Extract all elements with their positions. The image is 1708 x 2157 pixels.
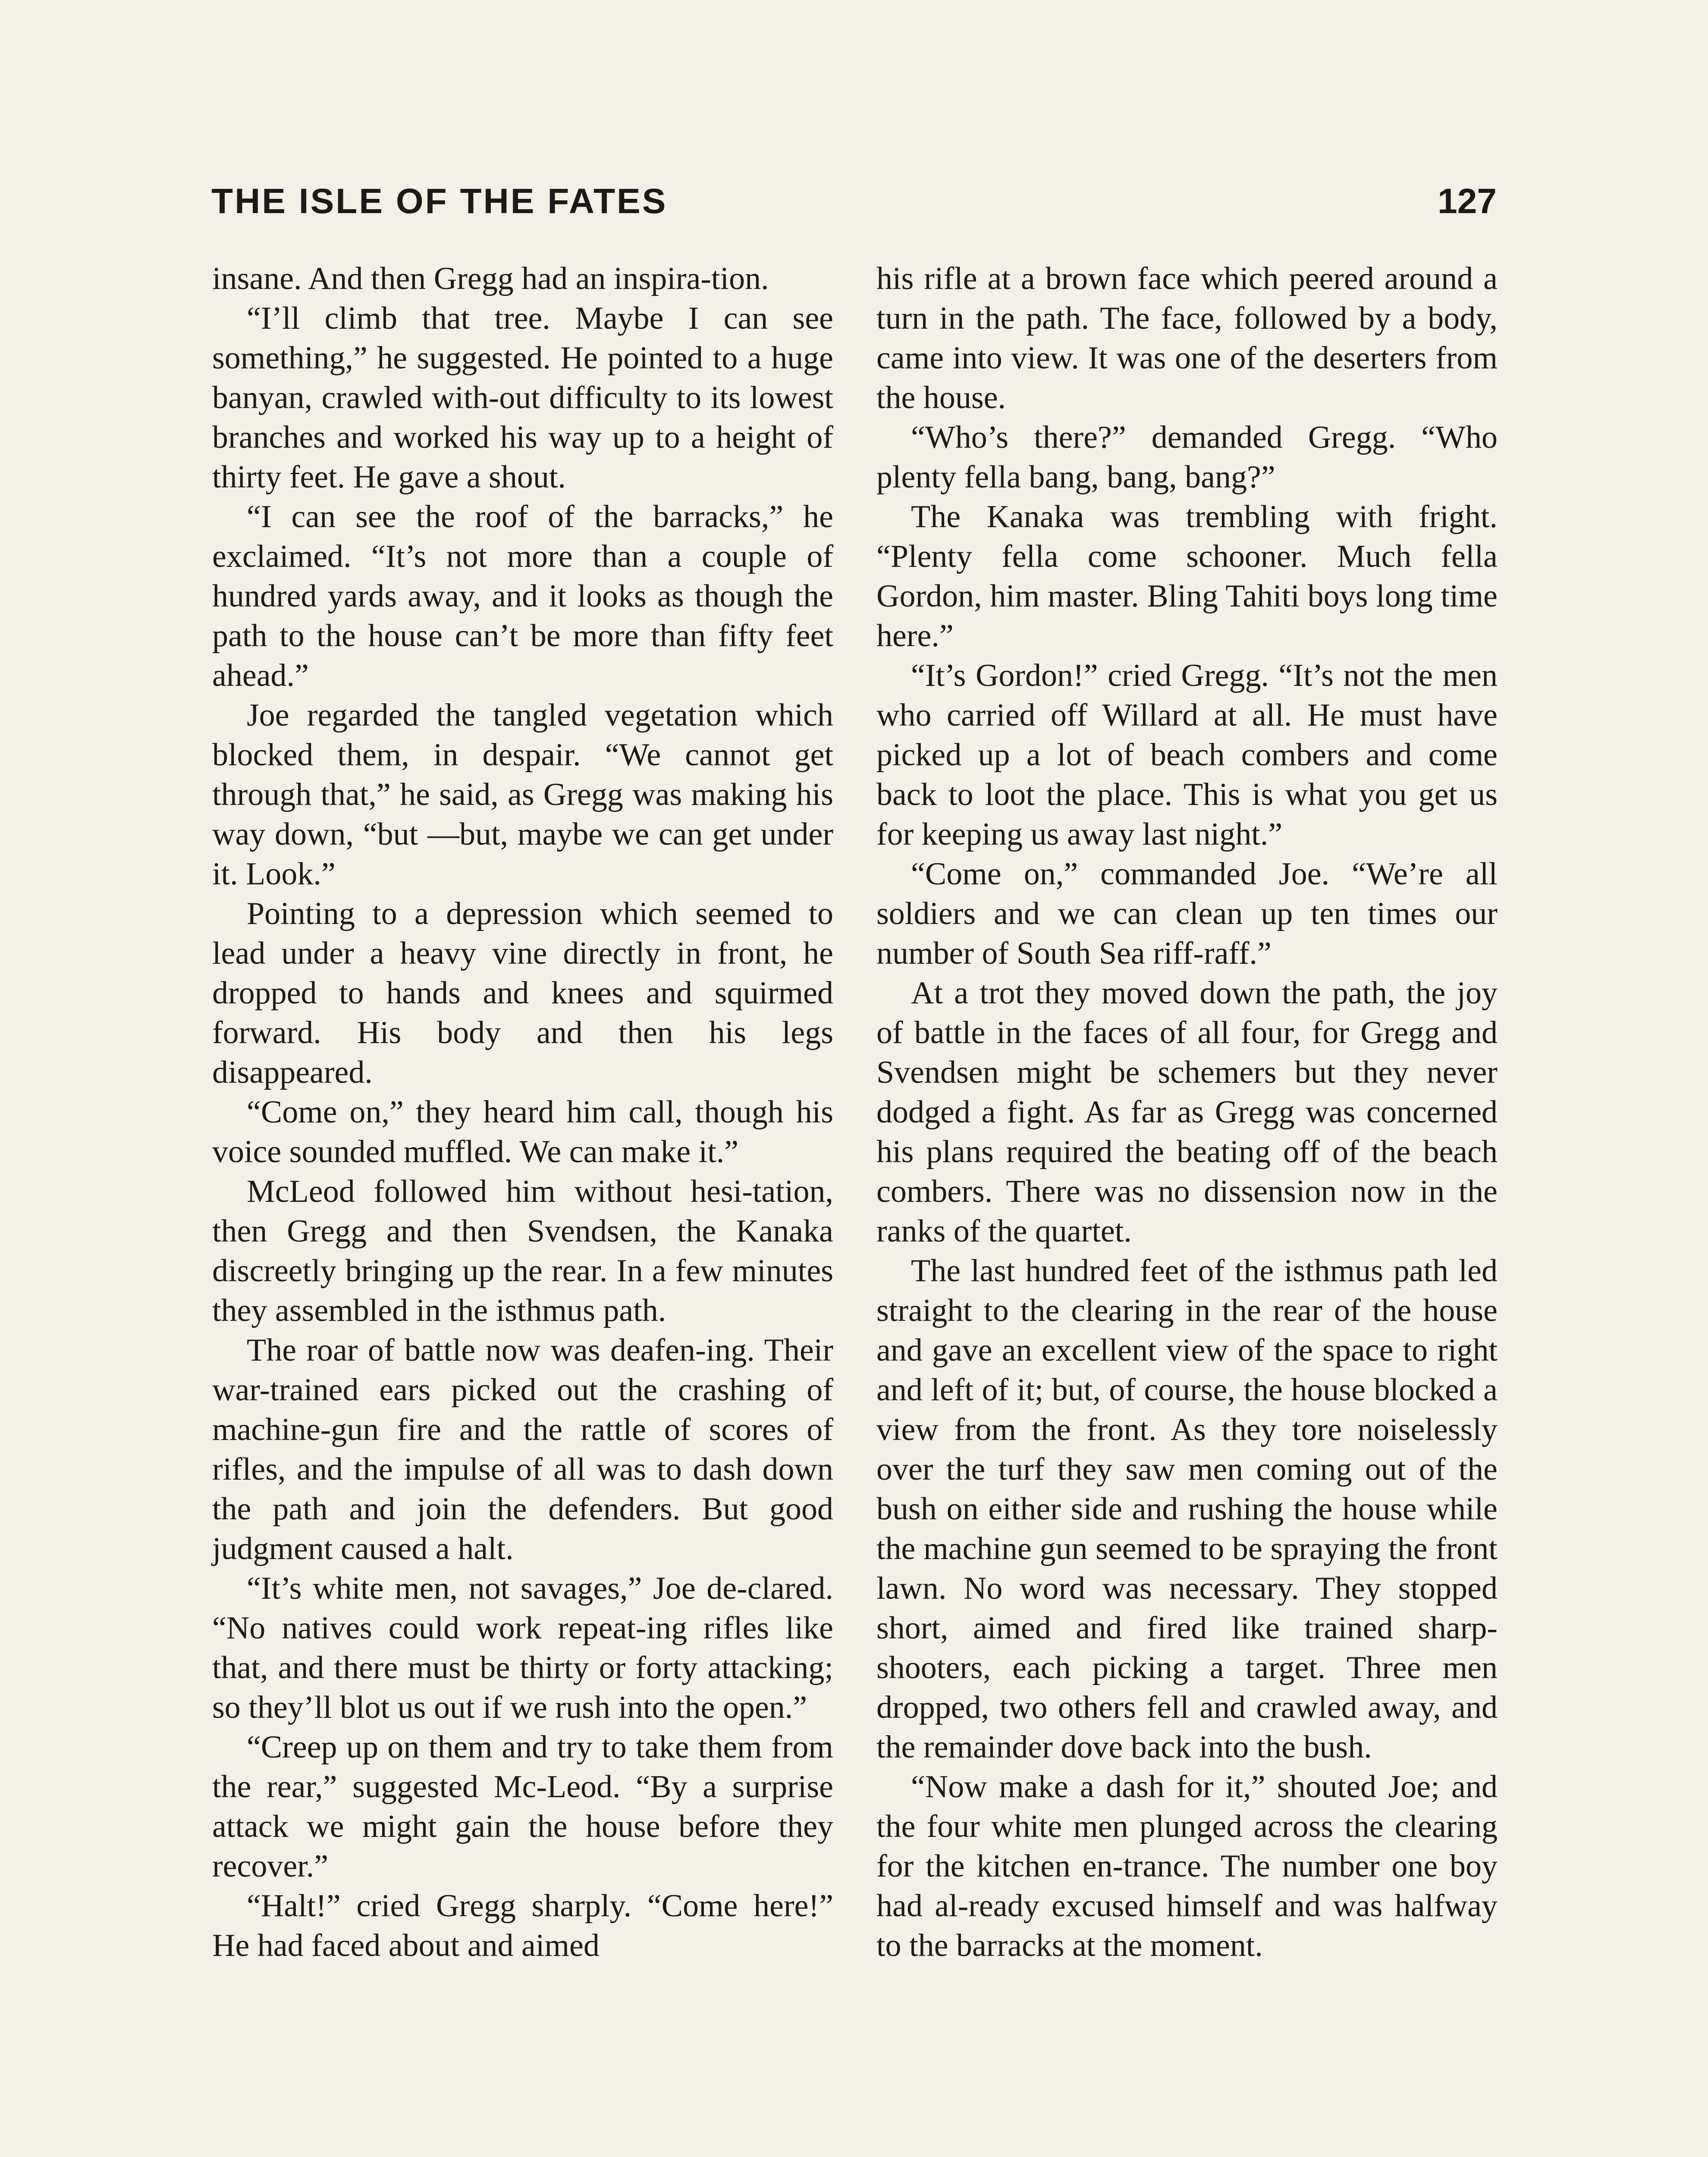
paragraph: “Who’s there?” demanded Gregg. “Who plenty fella bang, bang, bang?” (876, 420, 1498, 495)
paragraph: The roar of battle now was deafen-ing. Their war-trained ears picked out the crashing of machine-gun fire and the rattle of scores of rifles, and the impulse of all was to dash down the path and join the defenders. But good judgment caused a halt. (212, 1333, 833, 1566)
paragraph: The last hundred feet of the isthmus path led straight to the clearing in the rear of the house and gave an excellent view of the space to right and left of it; but, of course, the house blocked a view from the front. As they tore noiselessly over the turf they saw men coming out of the bush on either side and rushing the house while the machine gun seemed to be spraying the front lawn. No word was necessary. They stopped short, aimed and fired like trained sharp-shooters, each picking a target. Three men dropped, two others fell and crawled away, and the remainder dove back into the bush. (876, 1253, 1498, 1765)
paragraph: “I can see the roof of the barracks,” he exclaimed. “It’s not more than a couple of hundred yards away, and it looks as though the path to the house can’t be more than fifty feet ahead.” (212, 499, 833, 693)
paragraph: “Now make a dash for it,” shouted Joe; and the four white men plunged across the clearing for the kitchen en-trance. The number one boy had al-ready excused himself and was halfway to the barracks at the moment. (876, 1769, 1498, 1963)
paragraph: insane. And then Gregg had an inspira-tion. (212, 261, 769, 296)
page-number: 127 (1438, 182, 1497, 221)
left-column (212, 259, 833, 1965)
paragraph: “It’s Gordon!” cried Gregg. “It’s not the men who carried off Willard at all. He must have picked up a lot of beach combers and come back to loot the place. This is what you get us for keeping us away last night.” (876, 658, 1498, 852)
paragraph: At a trot they moved down the path, the joy of battle in the faces of all four, for Gregg and Svendsen might be schemers but they never dodged a fight. As far as Gregg was concerned his plans required the beating off of the beach combers. There was no dissension now in the ranks of the quartet. (876, 975, 1498, 1249)
paragraph: “I’ll climb that tree. Maybe I can see something,” he suggested. He pointed to a huge banyan, crawled with-out difficulty to its lowest branches and worked his way up to a height of thirty feet. He gave a shout. (212, 301, 833, 495)
running-title: THE ISLE OF THE FATES (211, 182, 668, 221)
paragraph: “Come on,” they heard him call, though his voice sounded muffled. We can make it.” (212, 1094, 833, 1170)
paragraph: “It’s white men, not savages,” Joe de-clared. “No natives could work repeat-ing rifles like that, and there must be thirty or forty attacking; so they’ll blot us out if we rush into the open.” (212, 1571, 833, 1725)
paragraph: “Creep up on them and try to take them from the rear,” suggested Mc-Leod. “By a surprise attack we might gain the house before they recover.” (212, 1729, 833, 1884)
page-header (211, 181, 1497, 233)
paragraph: his rifle at a brown face which peered around a turn in the path. The face, followed by a body, came into view. It was one of the deserters from the house. (876, 261, 1498, 415)
paragraph: Joe regarded the tangled vegetation which blocked them, in despair. “We cannot get through that,” he said, as Gregg was making his way down, “but —but, maybe we can get under it. Look.” (212, 698, 833, 892)
right-column (876, 259, 1498, 1965)
paragraph: “Halt!” cried Gregg sharply. “Come here!” He had faced about and aimed (212, 1888, 833, 1963)
paragraph: “Come on,” commanded Joe. “We’re all soldiers and we can clean up ten times our number of South Sea riff-raff.” (876, 856, 1498, 971)
paragraph: Pointing to a depression which seemed to lead under a heavy vine directly in front, he dropped to hands and knees and squirmed forward. His body and then his legs disappeared. (212, 896, 833, 1090)
paragraph: McLeod followed him without hesi-tation, then Gregg and then Svendsen, the Kanaka discreetly bringing up the rear. In a few minutes they assembled in the isthmus path. (212, 1174, 833, 1328)
paragraph: The Kanaka was trembling with fright. “Plenty fella come schooner. Much fella Gordon, him master. Bling Tahiti boys long time here.” (876, 499, 1498, 654)
